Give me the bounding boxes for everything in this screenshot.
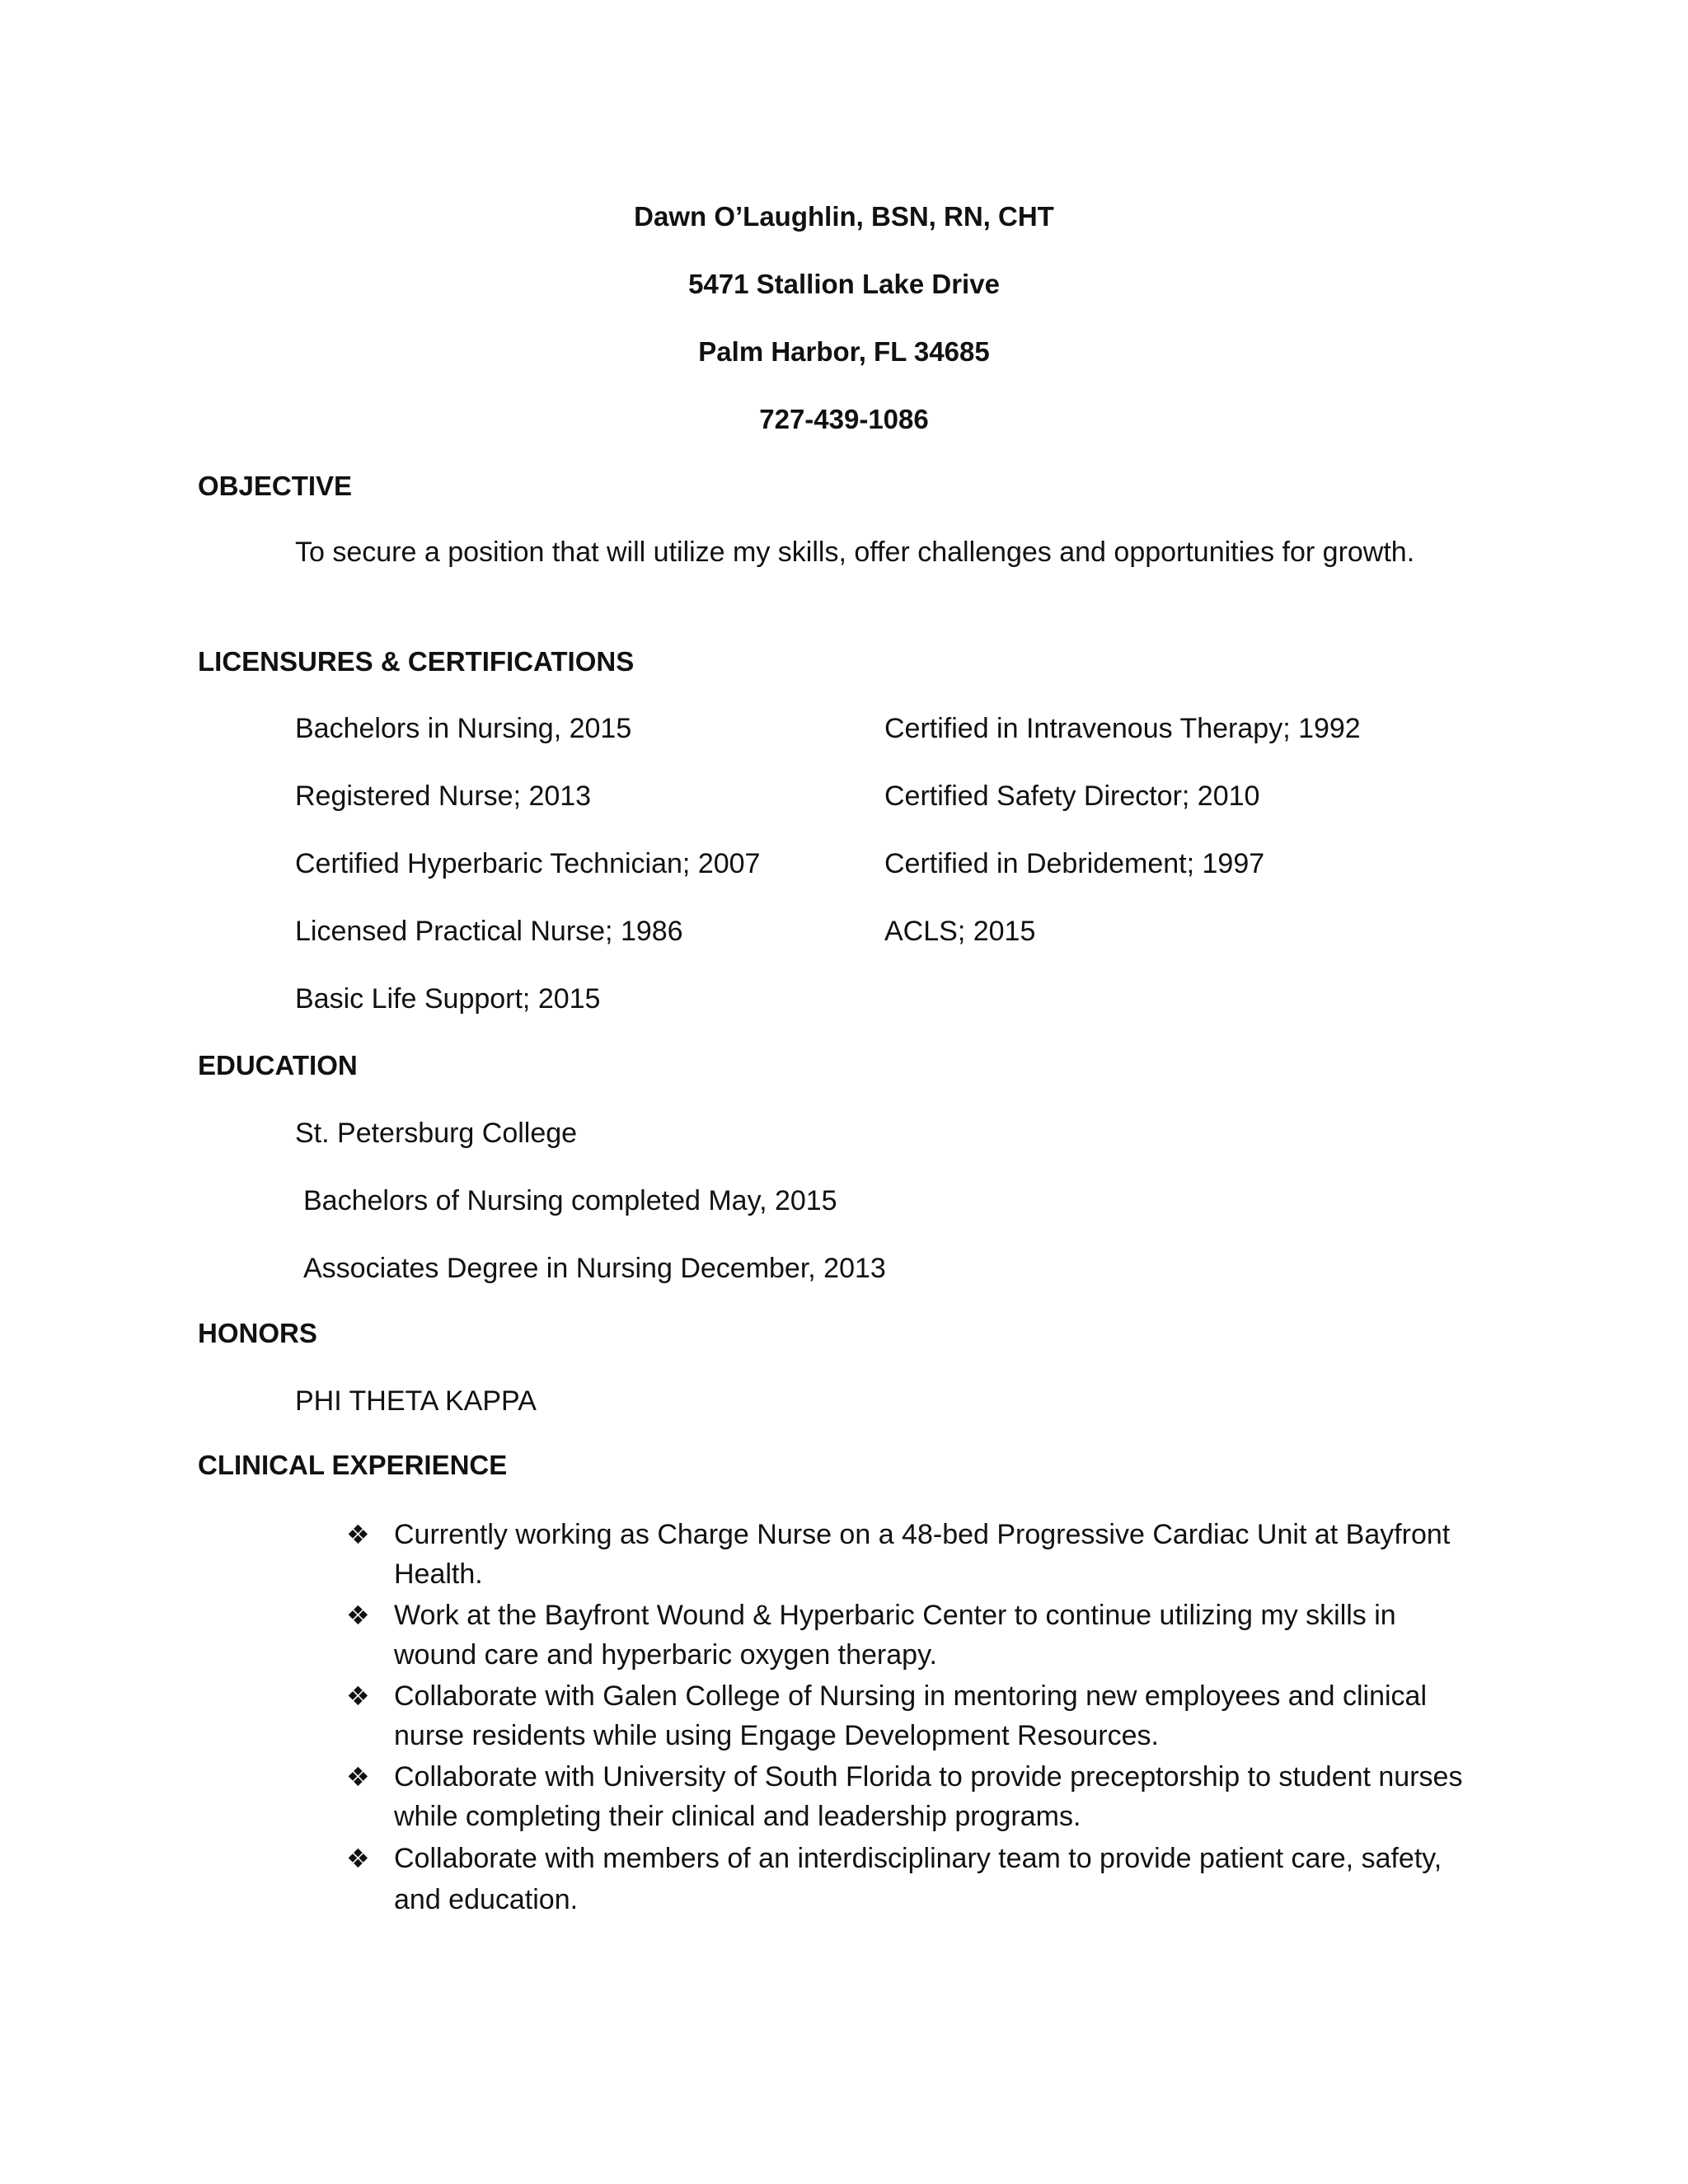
street-address: 5471 Stallion Lake Drive — [688, 269, 1000, 299]
degree-item: Bachelors of Nursing completed May, 2015 — [303, 1185, 837, 1216]
diamond-bullet-icon: ❖ — [346, 1600, 370, 1631]
licensure-item: Bachelors in Nursing, 2015 — [295, 713, 632, 744]
diamond-bullet-icon: ❖ — [346, 1761, 370, 1793]
list-item — [346, 1676, 1484, 1755]
experience-text: Collaborate with University of South Florida to provide preceptorship to student nurses while completing their clinical and leadership programs. — [394, 1761, 1463, 1832]
experience-text: Collaborate with members of an interdisciplinary team to provide patient care, safety, and education. — [394, 1843, 1442, 1915]
licensure-item: Certified Hyperbaric Technician; 2007 — [295, 848, 761, 879]
objective-heading: OBJECTIVE — [198, 471, 353, 501]
experience-text: Currently working as Charge Nurse on a 48-bed Progressive Cardiac Unit at Bayfront Health. — [394, 1519, 1451, 1590]
honor-item: PHI THETA KAPPA — [295, 1385, 537, 1417]
diamond-bullet-icon: ❖ — [346, 1680, 370, 1712]
city-state-zip: Palm Harbor, FL 34685 — [698, 336, 990, 367]
experience-text: Work at the Bayfront Wound & Hyperbaric Center to continue utilizing my skills in wound care and hyperbaric oxygen therapy. — [394, 1600, 1396, 1671]
list-item — [346, 1515, 1484, 1594]
licensures-heading: LICENSURES & CERTIFICATIONS — [198, 646, 635, 677]
candidate-name: Dawn O’Laughlin, BSN, RN, CHT — [634, 201, 1054, 232]
clinical-heading: CLINICAL EXPERIENCE — [198, 1450, 508, 1480]
diamond-bullet-icon: ❖ — [346, 1843, 370, 1874]
clinical-experience-list — [346, 1515, 1484, 1922]
certification-item: ACLS; 2015 — [884, 916, 1036, 947]
objective-text: To secure a position that will utilize my skills, offer challenges and opportunities for growth. — [295, 537, 1415, 568]
certification-item: Certified Safety Director; 2010 — [884, 780, 1260, 812]
certification-item: Certified in Debridement; 1997 — [884, 848, 1265, 879]
licensure-item: Registered Nurse; 2013 — [295, 780, 592, 812]
honors-heading: HONORS — [198, 1318, 317, 1348]
degree-item: Associates Degree in Nursing December, 2013 — [303, 1253, 886, 1284]
diamond-bullet-icon: ❖ — [346, 1519, 370, 1550]
licensure-item: Basic Life Support; 2015 — [295, 983, 601, 1015]
experience-text: Collaborate with Galen College of Nursing in mentoring new employees and clinical nurse residents while using Engage Development Resources. — [394, 1680, 1428, 1751]
phone-number: 727-439-1086 — [759, 404, 929, 434]
education-heading: EDUCATION — [198, 1050, 358, 1080]
list-item — [346, 1838, 1484, 1920]
list-item — [346, 1757, 1484, 1836]
list-item — [346, 1596, 1484, 1675]
licensure-item: Licensed Practical Nurse; 1986 — [295, 916, 683, 947]
school-name: St. Petersburg College — [295, 1118, 578, 1149]
certification-item: Certified in Intravenous Therapy; 1992 — [884, 713, 1361, 744]
